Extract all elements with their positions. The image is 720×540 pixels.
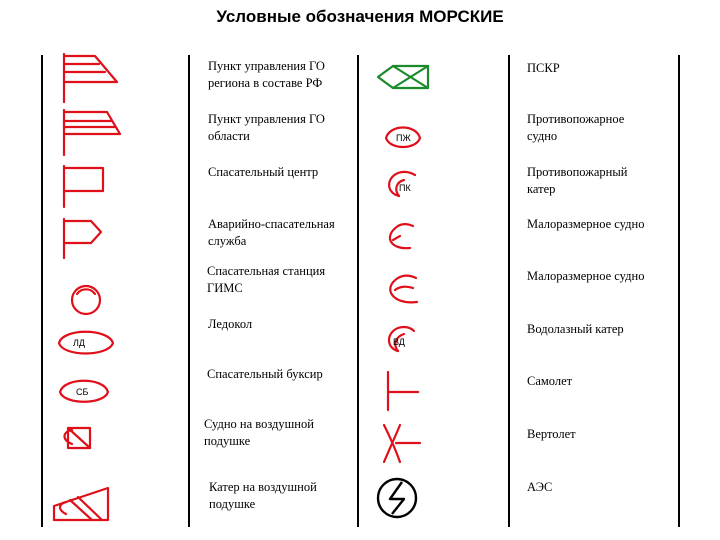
- legend-label-gims-station: Спасательная станция ГИМС: [207, 264, 326, 295]
- legend-label-pskr: ПСКР: [527, 61, 560, 75]
- legend-label-diving-boat: Водолазный катер: [527, 322, 624, 336]
- legend-label-helicopter: Вертолет: [527, 427, 576, 441]
- pskr-icon: [378, 66, 428, 88]
- region-go-post-icon: [64, 54, 117, 102]
- rescue-tug-symbol-label: СБ: [76, 387, 89, 397]
- legend-label-fire-ship: Противопожарное судно: [527, 112, 625, 143]
- legend-label-oblast-go-post: Пункт управления ГО области: [208, 112, 325, 143]
- legend-label-fire-boat: Противопожарный катер: [527, 165, 628, 196]
- legend-label-npp: АЭС: [527, 480, 553, 494]
- legend-label-rescue-tug: Спасательный буксир: [207, 367, 323, 381]
- airplane-icon: [388, 372, 418, 410]
- legend-label-hovercraft-ship: Судно на воздушной подушке: [204, 417, 314, 448]
- legend-label-emergency-service: Аварийно-спасательная служба: [208, 217, 335, 248]
- fire-ship-symbol-label: ПЖ: [396, 133, 411, 143]
- fire-boat-symbol-label: ПК: [399, 183, 411, 193]
- icebreaker-symbol-label: ЛД: [73, 338, 86, 348]
- legend-label-hovercraft-boat: Катер на воздушной подушке: [209, 480, 317, 511]
- hovercraft-ship-icon: [65, 428, 91, 448]
- legend-label-icebreaker: Ледокол: [208, 317, 253, 331]
- small-vessel-icon: [390, 276, 417, 303]
- legend-label-airplane: Самолет: [527, 374, 573, 388]
- helicopter-icon: [384, 425, 420, 462]
- legend-label-small-vessel-1: Малоразмерное судно: [527, 217, 645, 231]
- legend-label-rescue-center: Спасательный центр: [208, 165, 319, 179]
- page-title: Условные обозначения МОРСКИЕ: [216, 7, 504, 26]
- oblast-go-post-icon: [64, 110, 120, 155]
- icebreaker-icon: [59, 332, 113, 354]
- npp-icon: [378, 479, 416, 517]
- emergency-service-icon: [64, 219, 101, 258]
- small-vessel-icon: [390, 224, 413, 248]
- hovercraft-boat-icon: [54, 488, 108, 520]
- rescue-center-icon: [64, 166, 103, 207]
- diving-boat-symbol-label: ВД: [393, 337, 405, 347]
- gims-station-icon: [72, 286, 100, 314]
- legend-label-region-go-post: Пункт управления ГО региона в составе РФ: [208, 59, 325, 90]
- legend-label-small-vessel-2: Малоразмерное судно: [527, 269, 645, 283]
